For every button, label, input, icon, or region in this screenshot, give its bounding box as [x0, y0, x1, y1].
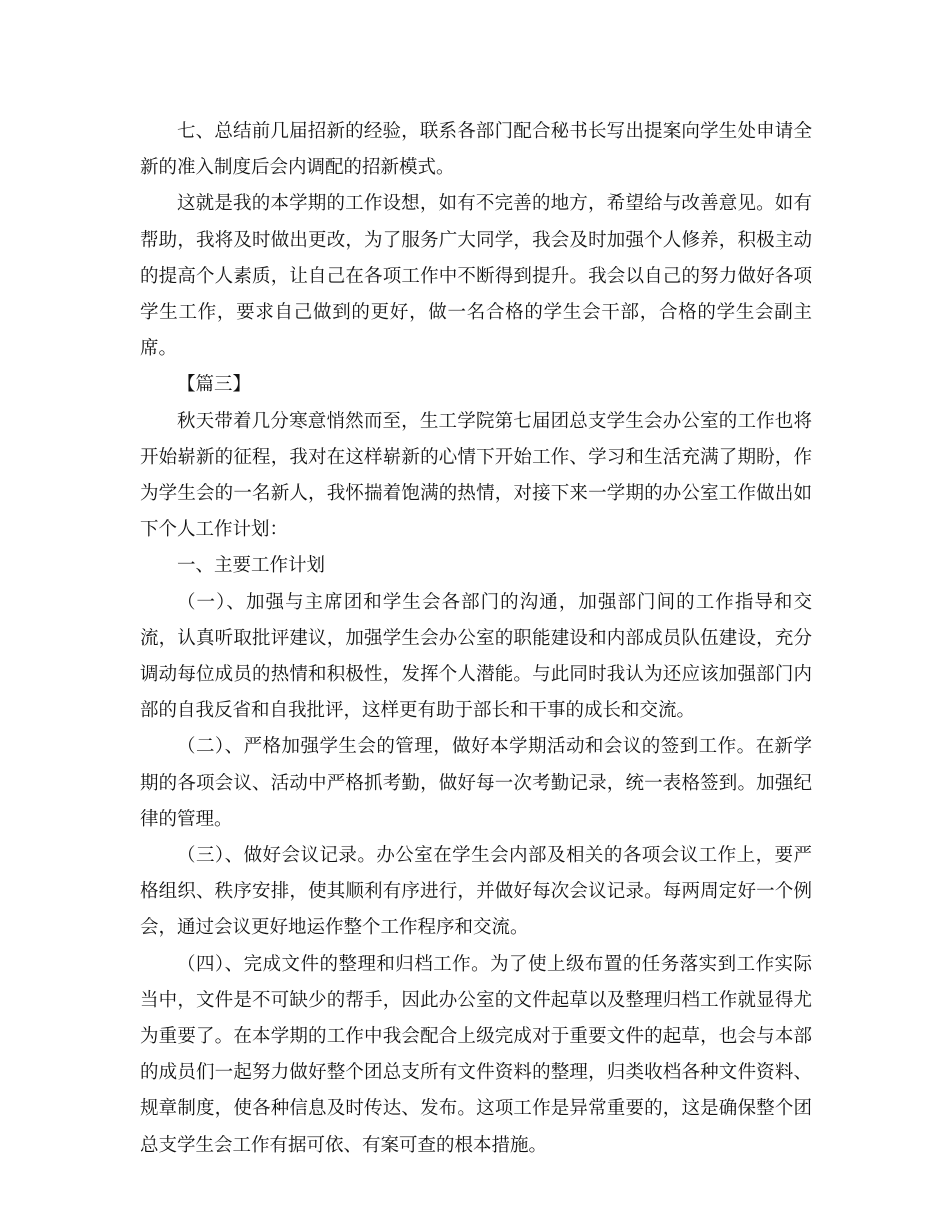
paragraph-introduction: 秋天带着几分寒意悄然而至，生工学院第七届团总支学生会办公室的工作也将开始崭新的征程，我对在这样崭新的心情下开始工作、学习和生活充满了期盼，作为学生会的一名新人，我怀揣着饱满的热情，对接下来一学期的办公室工作做出如下个人工作计划： — [140, 410, 812, 541]
paragraph-plan-item-1: （一）、加强与主席团和学生会各部门的沟通，加强部门间的工作指导和交流，认真听取批评建议，加强学生会办公室的职能建设和内部成员队伍建设，充分调动每位成员的热情和积极性，发挥个人潜能。与此同时我认为还应该加强部门内部的自我反省和自我批评，这样更有助于部长和干事的成长和交流。 — [140, 591, 812, 722]
section-heading-part-three: 【篇三】 — [177, 374, 252, 396]
heading-main-work-plan: 一、主要工作计划 — [177, 555, 326, 577]
paragraph-plan-item-3: （三）、做好会议记录。办公室在学生会内部及相关的各项会议工作上，要严格组织、秩序安排，使其顺利有序进行，并做好每次会议记录。每两周定好一个例会，通过会议更好地运作整个工作程序和交流。 — [140, 845, 812, 939]
document-body — [140, 114, 812, 1164]
paragraph-recruitment-summary: 七、总结前几届招新的经验，联系各部门配合秘书长写出提案向学生处申请全新的准入制度后会内调配的招新模式。 — [140, 121, 812, 179]
paragraph-closing-statement: 这就是我的本学期的工作设想，如有不完善的地方，希望给与改善意见。如有帮助，我将及时做出更改，为了服务广大同学，我会及时加强个人修养，积极主动的提高个人素质，让自己在各项工作中不断得到提升。我会以自己的努力做好各项学生工作，要求自己做到的更好，做一名合格的学生会干部，合格的学生会副主席。 — [140, 193, 812, 360]
paragraph-plan-item-4: （四）、完成文件的整理和归档工作。为了使上级布置的任务落实到工作实际当中，文件是不可缺少的帮手，因此办公室的文件起草以及整理归档工作就显得尤为重要了。在本学期的工作中我会配合上级完成对于重要文件的起草，也会与本部的成员们一起努力做好整个团总支所有文件资料的整理，归类收档各种文件资料、规章制度，使各种信息及时传达、发布。这项工作是异常重要的，这是确保整个团总支学生会工作有据可依、有案可查的根本措施。 — [140, 953, 812, 1156]
paragraph-plan-item-2: （二）、严格加强学生会的管理，做好本学期活动和会议的签到工作。在新学期的各项会议、活动中严格抓考勤，做好每一次考勤记录，统一表格签到。加强纪律的管理。 — [140, 736, 812, 830]
